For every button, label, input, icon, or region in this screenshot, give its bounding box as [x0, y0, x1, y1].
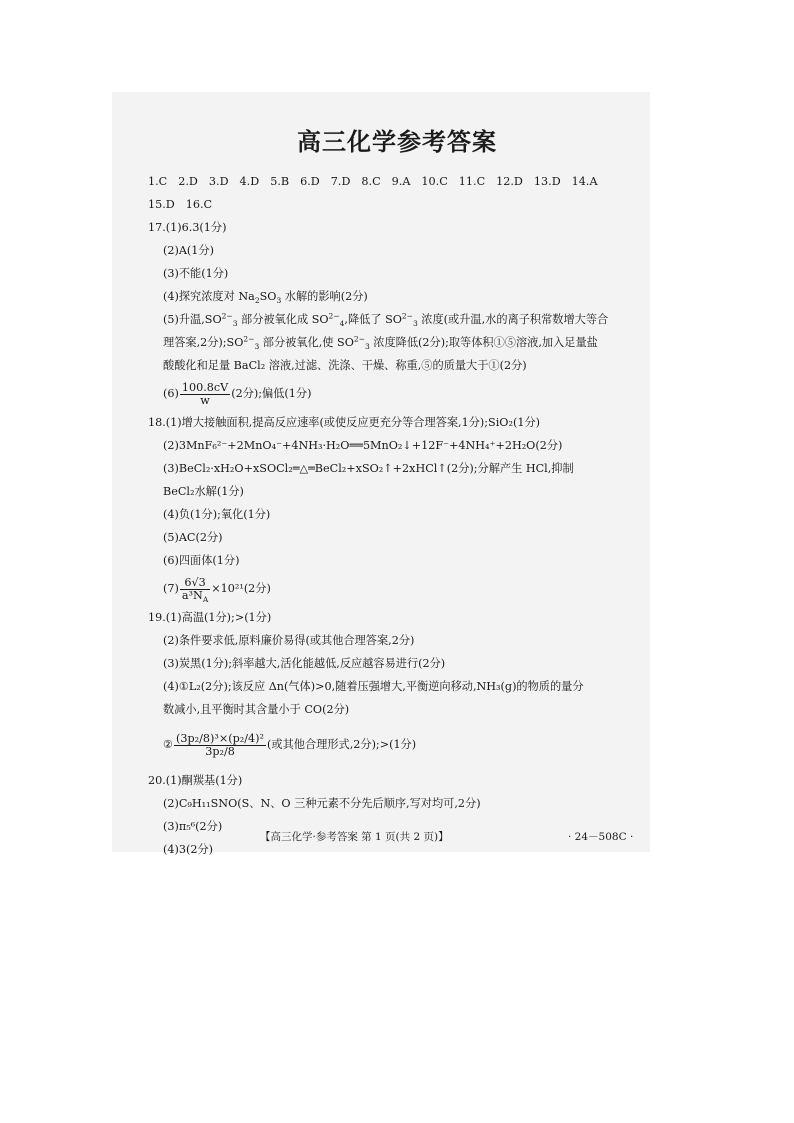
- q18-line8-pre: (7): [163, 582, 179, 595]
- q18-line7: (6)四面体(1分): [163, 554, 240, 567]
- q17-line4: (4)探究浓度对 $Na_2SO_3$ 水解的影响(2分): [163, 290, 368, 306]
- q20-line4: (4)3(2分): [163, 843, 213, 856]
- q17-line7: 酸酸化和足量 BaCl₂ 溶液,过滤、洗涤、干燥、称重,⑤的质量大于①(2分): [163, 359, 527, 372]
- q20-line2: (2)C₉H₁₁SNO(S、N、O 三种元素不分先后顺序,写对均可,2分): [163, 797, 481, 810]
- mc-answer: 2.D: [178, 175, 198, 188]
- q19-fraction-num: (3p₂/8)³×(p₂/4)²: [176, 731, 265, 745]
- mc-answer: 13.D: [533, 175, 561, 188]
- q18-fraction-den-text: a³N: [181, 588, 203, 602]
- q18-line3: (3)BeCl₂·xH₂O+xSOCl₂═△═BeCl₂+xSO₂↑+2xHCl↑(2分);分解产生 HCl,抑制: [163, 462, 574, 475]
- q17-line6-b: 部分被氧化,使 SO: [259, 336, 354, 349]
- q17-line5-d: 浓度(或升温,水的离子积常数增大等合: [417, 313, 609, 326]
- q19-line5: 数减小,且平衡时其含量小于 CO(2分): [163, 703, 350, 716]
- page-title: 高三化学参考答案: [297, 128, 497, 156]
- q18-line8-post: ×10²¹(2分): [211, 582, 271, 595]
- mc-answer: 5.B: [270, 175, 290, 188]
- q17-line5-a: (5)升温,SO: [163, 313, 222, 326]
- q17-line2: (2)A(1分): [163, 244, 214, 257]
- q19-line6: [148, 721, 648, 769]
- q17-line5-b: 部分被氧化成 SO: [237, 313, 329, 326]
- q17-line8: [148, 377, 648, 411]
- q19-line6-post: (或其他合理形式,2分);>(1分): [267, 738, 417, 751]
- q19-fraction: [174, 733, 266, 758]
- mc-answer: 10.C: [421, 175, 448, 188]
- q18-line4: BeCl₂水解(1分): [163, 485, 244, 498]
- q19-line6-pre: ②: [163, 738, 174, 751]
- mc-answer: 16.C: [185, 198, 213, 211]
- mc-answer: 3.D: [208, 175, 229, 188]
- q19-line1: 19.(1)高温(1分);>(1分): [148, 611, 272, 624]
- q17-fraction-num: 100.8cV: [181, 380, 229, 394]
- q17-line4-post: 水解的影响(2分): [281, 290, 368, 303]
- mc-answer: 11.C: [458, 175, 486, 188]
- mc-answer: 8.C: [361, 175, 381, 188]
- q17-line8-pre: (6): [163, 387, 179, 400]
- mc-answers-row2: [148, 193, 648, 216]
- mc-answer: 6.D: [300, 175, 320, 188]
- q19-line4: (4)①L₂(2分);该反应 Δn(气体)>0,随着压强增大,平衡逆向移动,NH₃(g)的物质的量分: [163, 680, 584, 693]
- q20-line3: (3)π₅⁶(2分): [163, 820, 223, 833]
- document-code: · 24－508C ·: [568, 831, 634, 843]
- mc-answer: 9.A: [391, 175, 411, 188]
- q17-line5: (5)升温$,SO^{2-}_3$ 部分被氧化成 $SO^{2-}_4$,降低了 $SO^{2-}_3$ 浓度(或升温,水的离子积常数增大等合: [163, 311, 609, 329]
- q17-line6-c: 浓度降低(2分);取等体积①⑤溶液,加入足量盐: [369, 336, 598, 349]
- q17-line5-c: ,降低了 SO: [344, 313, 402, 326]
- mc-answer: 14.A: [571, 175, 598, 188]
- q19-line3: (3)炭黑(1分);斜率越大,活化能越低,反应越容易进行(2分): [163, 657, 446, 670]
- mc-answer: 4.D: [239, 175, 260, 188]
- q18-line8: [148, 572, 648, 606]
- q17-line1: 17.(1)6.3(1分): [148, 221, 227, 234]
- q18-line5: (4)负(1分);氧化(1分): [163, 508, 271, 521]
- answer-content: [148, 170, 648, 861]
- mc-answer: 12.D: [496, 175, 523, 188]
- mc-answer: 15.D: [148, 198, 175, 211]
- q18-line1: 18.(1)增大接触面积,提高反应速率(或使反应更充分等合理答案,1分);SiO₂(1分): [148, 416, 540, 429]
- page-footer: 【高三化学·参考答案 第 1 页(共 2 页)】: [260, 831, 449, 843]
- mc-answers-row1: [148, 170, 648, 193]
- q17-fraction: [180, 382, 230, 407]
- q17-line6-a: 理答案,2分);SO: [163, 336, 244, 349]
- q17-line3: (3)不能(1分): [163, 267, 229, 280]
- q17-line8-post: (2分);偏低(1分): [231, 387, 312, 400]
- q19-line2: (2)条件要求低,原料廉价易得(或其他合理答案,2分): [163, 634, 415, 647]
- mc-answer: 7.D: [330, 175, 351, 188]
- q18-fraction: [180, 577, 210, 602]
- q19-fraction-den: 3p₂/8: [205, 744, 235, 758]
- q18-line6: (5)AC(2分): [163, 531, 223, 544]
- q17-line4-pre: (4)探究浓度对 Na: [163, 290, 255, 303]
- mc-answer: 1.C: [148, 175, 168, 188]
- q18-fraction-den: $a^3N_A$: [181, 588, 209, 604]
- q17-line6: 理答案,2分)$;SO^{2-}_3$ 部分被氧化,使 $SO^{2-}_3$ 浓度降低(2分);取等体积①⑤溶液,加入足量盐: [163, 334, 598, 352]
- q20-line1: 20.(1)酮羰基(1分): [148, 774, 243, 787]
- q18-fraction-num: 6√3: [180, 577, 210, 590]
- q17-fraction-den: w: [200, 393, 210, 407]
- q18-line2: (2)3MnF₆²⁻+2MnO₄⁻+4NH₃·H₂O══5MnO₂↓+12F⁻+4NH₄⁺+2H₂O(2分): [163, 439, 563, 452]
